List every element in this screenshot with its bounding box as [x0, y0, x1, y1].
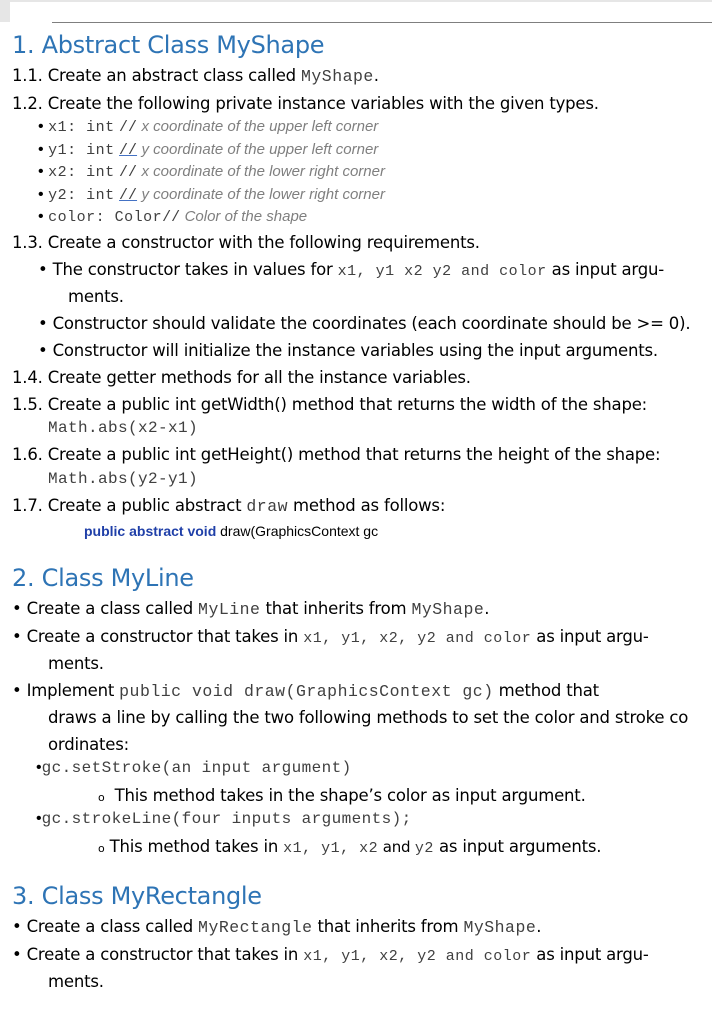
bullet-text: Constructor should validate the coordinates (each coordinate should be >= 0).: [52, 314, 691, 333]
item-1-1: [12, 66, 379, 86]
var-code: y2: int: [48, 187, 115, 204]
myline-bullet-1: [12, 599, 489, 619]
bullet-code: x1, y1, x2, y2 and color: [303, 948, 532, 965]
myline-bullet-3-cont1: draws a line by calling the two following methods to set the color and stroke co: [48, 708, 689, 727]
var-comment: y coordinate of the upper left corner: [141, 141, 379, 158]
bullet-icon: •: [12, 599, 22, 618]
item-1-7-post: method as follows:: [288, 496, 446, 515]
signature-rest: draw(GraphicsContext gc: [216, 523, 379, 539]
constructor-bullet-2: [38, 314, 690, 333]
comment-slash: //: [119, 142, 138, 159]
item-1-6-code: Math.abs(y2-y1): [48, 470, 199, 488]
var-comment: x coordinate of the lower right corner: [141, 163, 385, 180]
method-desc: This method takes in the shape’s color as input argument.: [114, 786, 586, 805]
var-code: y1: int: [48, 142, 115, 159]
draw-signature: [84, 523, 378, 539]
bullet-post: .: [484, 599, 490, 618]
constructor-bullet-3: [38, 341, 658, 360]
constructor-bullet-1-cont: ments.: [68, 287, 124, 306]
bullet-post: as input argu-: [531, 945, 649, 964]
signature-keywords: public abstract void: [84, 523, 217, 539]
var-comment: Color of the shape: [184, 208, 308, 225]
section-1-heading: 1. Abstract Class MyShape: [12, 31, 325, 59]
bullet-text: Create a constructor that takes in: [26, 627, 304, 646]
item-1-6: 1.6. Create a public int getHeight() method that returns the height of the shape:: [12, 445, 661, 464]
method-strokeline-desc: [98, 837, 601, 857]
var-comment: y coordinate of the lower right corner: [141, 186, 385, 203]
method-code: gc.strokeLine(four inputs arguments);: [41, 810, 412, 828]
bullet-icon: •: [38, 186, 44, 203]
method-desc-code: y2: [414, 840, 434, 857]
section-2-heading: 2. Class MyLine: [12, 564, 194, 592]
constructor-bullet-1: [38, 260, 664, 280]
item-1-4: 1.4. Create getter methods for all the instance variables.: [12, 368, 471, 387]
bullet-text: Create a class called: [26, 917, 199, 936]
comment-slash: //: [119, 164, 138, 181]
item-1-7: [12, 496, 445, 516]
item-1-2: 1.2. Create the following private instance variables with the given types.: [12, 94, 599, 113]
bullet-icon: •: [12, 917, 22, 936]
bullet-code: MyLine: [198, 600, 261, 619]
method-desc-code: x1, y1, x2: [283, 840, 379, 857]
bullet-icon: •: [36, 759, 42, 776]
var-code: x1: int: [48, 119, 115, 136]
item-1-7-text: 1.7. Create a public abstract: [12, 496, 247, 515]
bullet-post: method that: [493, 681, 599, 700]
myline-bullet-3-cont2: ordinates:: [48, 735, 129, 754]
method-setstroke: [36, 759, 352, 777]
var-x2: [38, 163, 385, 181]
comment-slash: //: [162, 209, 181, 226]
comment-slash: //: [119, 119, 138, 136]
bullet-icon: •: [38, 141, 44, 158]
item-1-1-text: 1.1. Create an abstract class called: [12, 66, 301, 85]
bullet-icon: •: [12, 945, 22, 964]
bullet-icon: •: [38, 118, 44, 135]
bullet-text: that inherits from: [260, 599, 412, 618]
bullet-icon: •: [36, 810, 42, 827]
bullet-text: The constructor takes in values for: [52, 260, 338, 279]
myrect-bullet-1: [12, 917, 541, 937]
myline-bullet-3: [12, 681, 599, 701]
hollow-bullet-icon: o: [98, 842, 105, 855]
bullet-code: MyShape: [411, 600, 485, 619]
bullet-code: MyRectangle: [198, 918, 313, 937]
method-desc-post: as input arguments.: [433, 837, 602, 856]
bullet-text: that inherits from: [312, 917, 464, 936]
method-code: gc.setStroke(an input argument): [41, 759, 352, 777]
section-3-heading: 3. Class MyRectangle: [12, 882, 262, 910]
item-1-5-code: Math.abs(x2-x1): [48, 419, 199, 437]
method-desc: This method takes in: [109, 837, 284, 856]
bullet-text: Implement: [26, 681, 120, 700]
item-1-3: 1.3. Create a constructor with the following requirements.: [12, 233, 480, 252]
bullet-code: x1, y1 x2 y2 and color: [337, 263, 547, 280]
var-code: x2: int: [48, 164, 115, 181]
bullet-icon: •: [38, 163, 44, 180]
bullet-code: MyShape: [463, 918, 537, 937]
method-desc-and: and: [378, 838, 415, 856]
var-y2: [38, 186, 385, 204]
var-x1: [38, 118, 378, 136]
bullet-icon: •: [38, 341, 48, 360]
myrect-bullet-2-cont: ments.: [48, 972, 104, 991]
var-code: color: Color: [48, 209, 163, 226]
bullet-code: x1, y1, x2, y2 and color: [303, 630, 532, 647]
bullet-text: Create a constructor that takes in: [26, 945, 304, 964]
var-comment: x coordinate of the upper left corner: [141, 118, 379, 135]
bullet-post: as input argu-: [531, 627, 649, 646]
item-1-5: 1.5. Create a public int getWidth() method that returns the width of the shape:: [12, 395, 648, 414]
bullet-post: .: [536, 917, 542, 936]
hollow-bullet-icon: o: [98, 791, 105, 804]
bullet-post: as input argu-: [546, 260, 665, 279]
item-1-7-code: draw: [246, 497, 288, 516]
bullet-icon: •: [38, 314, 48, 333]
bullet-code: public void draw(GraphicsContext gc): [119, 682, 494, 701]
bullet-icon: •: [38, 260, 48, 279]
myline-bullet-2: [12, 627, 649, 647]
header-rule: [52, 22, 712, 23]
bullet-text: Create a class called: [26, 599, 199, 618]
var-color: [38, 208, 307, 226]
myline-bullet-2-cont: ments.: [48, 654, 104, 673]
item-1-1-code: MyShape: [300, 67, 374, 86]
bullet-icon: •: [12, 681, 22, 700]
bullet-text: Constructor will initialize the instance variables using the input arguments.: [52, 341, 658, 360]
bullet-icon: •: [12, 627, 22, 646]
bullet-icon: •: [38, 208, 44, 225]
comment-slash: //: [119, 187, 138, 204]
var-y1: [38, 141, 378, 159]
method-strokeline: [36, 810, 412, 828]
method-setstroke-desc: [98, 786, 586, 805]
myrect-bullet-2: [12, 945, 649, 965]
item-1-1-post: .: [373, 66, 379, 85]
page-top: [10, 2, 712, 22]
